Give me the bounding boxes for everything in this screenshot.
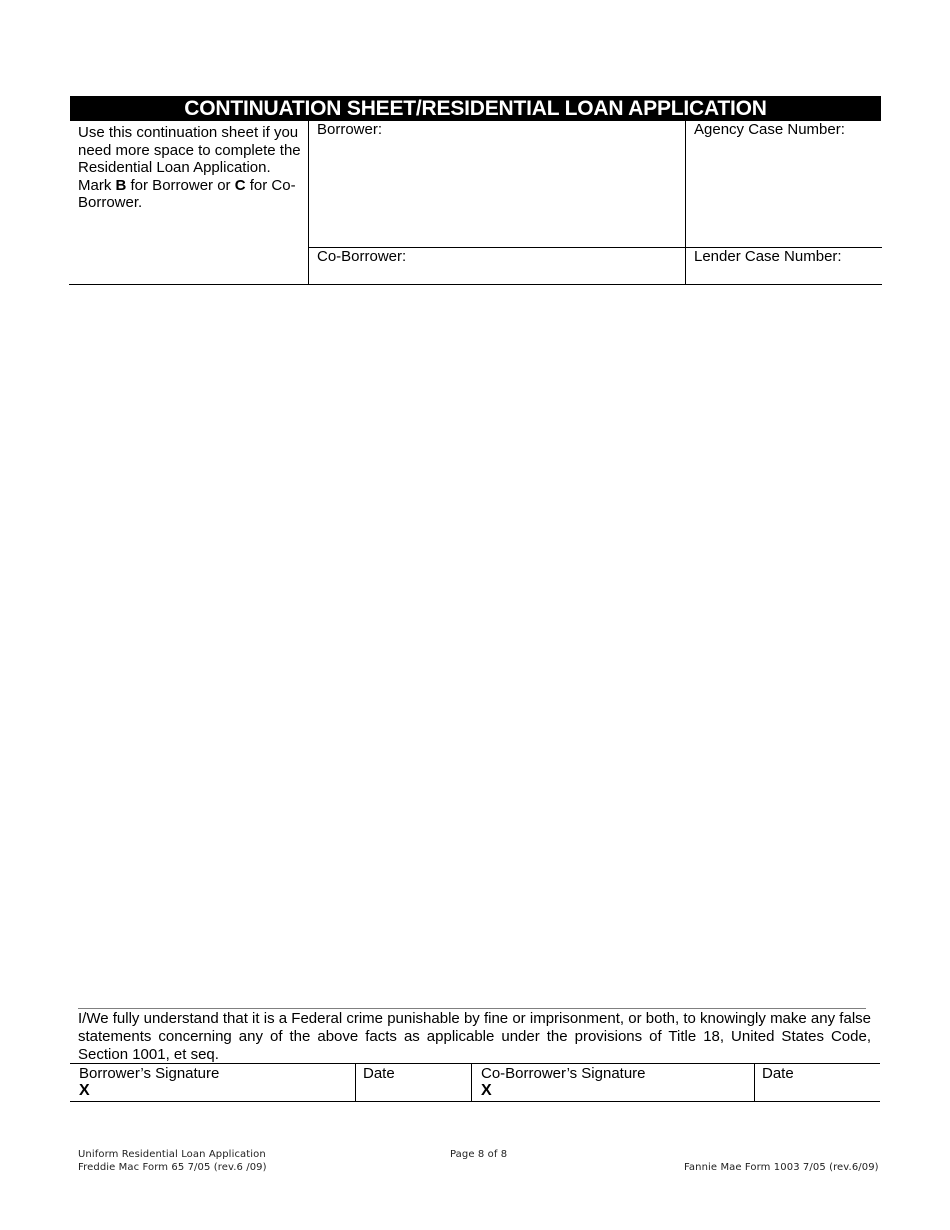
coborrower-date-label: Date (762, 1065, 794, 1082)
signature-row (70, 1063, 880, 1102)
borrower-date-label: Date (363, 1065, 395, 1082)
instructions-part-2: for Borrower or (126, 176, 235, 194)
form-title: CONTINUATION SHEET/RESIDENTIAL LOAN APPLICATION (70, 96, 881, 121)
coborrower-date-field[interactable] (755, 1064, 880, 1101)
borrower-mark-letter: B (115, 176, 127, 194)
certification-statement: I/We fully understand that it is a Federal crime punishable by fine or imprisonment, or both, to knowingly make any false statements concerning any of the above facts as applicable under the provisions of Title 18, United States Code, Section 1001, et seq. (78, 1010, 871, 1063)
borrower-signature-label: Borrower’s Signature (79, 1065, 220, 1082)
column-divider-right (685, 121, 686, 284)
coborrower-mark-letter: C (234, 176, 246, 194)
lender-case-number-label[interactable]: Lender Case Number: (694, 248, 842, 265)
agency-case-number-label[interactable]: Agency Case Number: (694, 121, 845, 138)
borrower-field-label[interactable]: Borrower: (317, 121, 383, 138)
instructions-text (78, 124, 303, 212)
instructions-part-3: for Co-Borrower. (78, 176, 296, 212)
footer-form-name: Uniform Residential Loan Application (78, 1149, 266, 1160)
coborrower-field-label[interactable]: Co-Borrower: (317, 248, 407, 265)
footer-page-number: Page 8 of 8 (450, 1149, 508, 1160)
coborrower-signature-label: Co-Borrower’s Signature (481, 1065, 646, 1082)
header-grid (69, 121, 882, 285)
continuation-text-area[interactable] (69, 290, 882, 990)
borrower-signature-mark: X (79, 1082, 90, 1099)
footer-freddie-mac-form: Freddie Mac Form 65 7/05 (rev.6 /09) (78, 1162, 267, 1173)
instructions-part-1: Use this continuation sheet if you need more space to complete the Residential Loan Application. Mark (78, 124, 301, 194)
column-divider-left (308, 121, 309, 284)
coborrower-signature-field[interactable] (472, 1064, 755, 1101)
footer-fannie-mae-form: Fannie Mae Form 1003 7/05 (rev.6/09) (684, 1162, 879, 1173)
borrower-date-field[interactable] (356, 1064, 472, 1101)
certification-rule (78, 1008, 866, 1009)
coborrower-signature-mark: X (481, 1082, 492, 1099)
borrower-signature-field[interactable] (70, 1064, 356, 1101)
